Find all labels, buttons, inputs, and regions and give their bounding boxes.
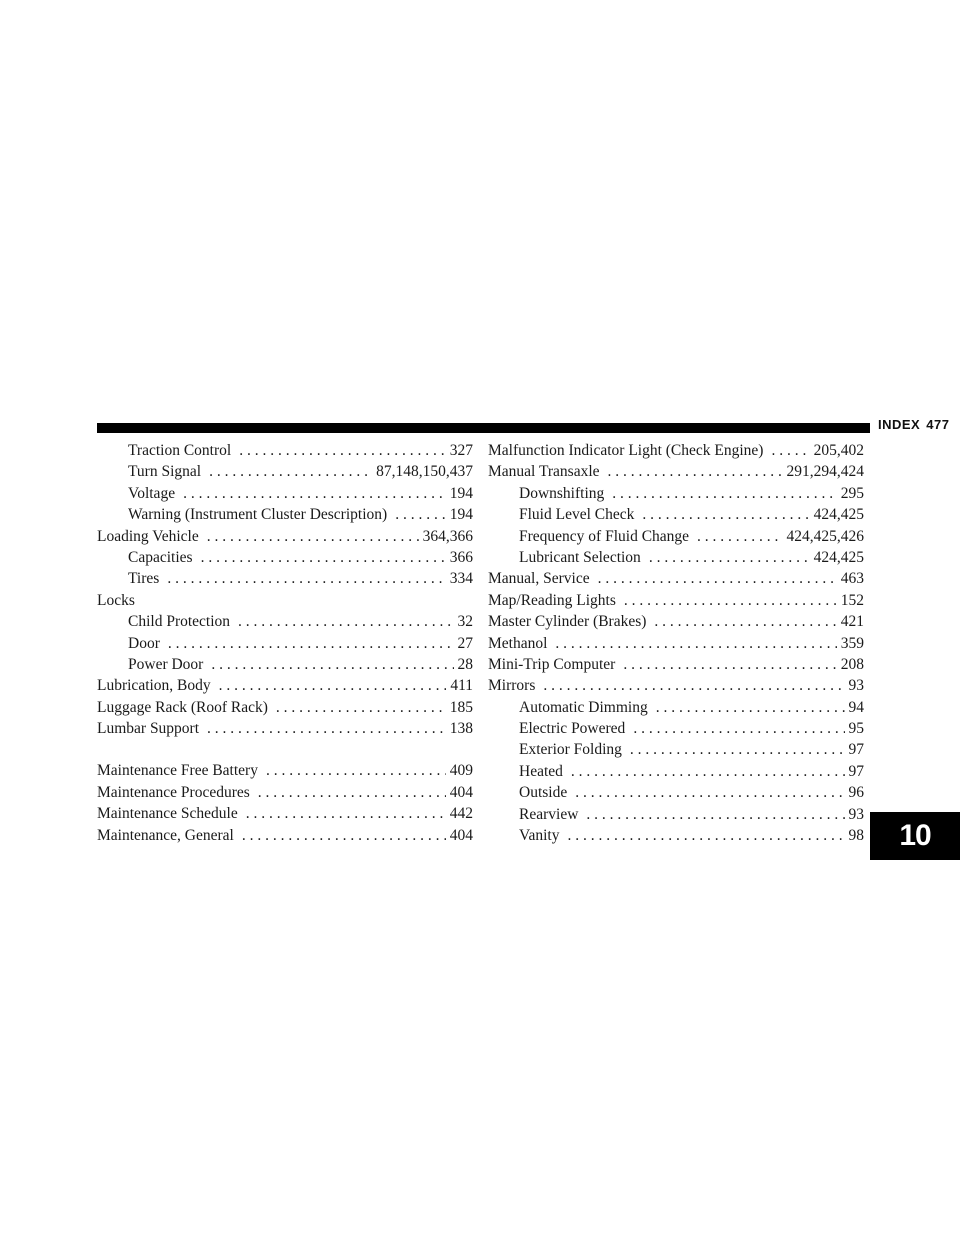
index-subentry bbox=[97, 633, 473, 654]
entry-pages: 98 bbox=[848, 827, 864, 845]
entry-pages: 185 bbox=[449, 698, 473, 716]
index-entry bbox=[97, 803, 473, 824]
entry-pages: 463 bbox=[840, 570, 864, 588]
index-subentry bbox=[488, 697, 864, 718]
dot-leader bbox=[623, 654, 836, 675]
entry-label: Maintenance Procedures bbox=[97, 783, 250, 801]
dot-leader bbox=[633, 718, 844, 739]
index-subentry bbox=[97, 461, 473, 482]
dot-leader bbox=[608, 461, 783, 482]
dot-leader bbox=[266, 760, 446, 781]
dot-leader bbox=[209, 461, 372, 482]
dot-leader bbox=[656, 697, 845, 718]
entry-label: Manual, Service bbox=[488, 570, 590, 588]
entry-pages: 205,402 bbox=[813, 442, 864, 459]
dot-leader bbox=[246, 803, 446, 824]
entry-pages: 364,366 bbox=[422, 527, 473, 545]
dot-leader bbox=[242, 825, 446, 846]
dot-leader bbox=[654, 611, 836, 632]
dot-leader bbox=[201, 547, 446, 568]
header-rule bbox=[97, 423, 870, 433]
index-subentry bbox=[488, 718, 864, 739]
entry-pages: 424,425,426 bbox=[786, 527, 864, 545]
entry-label: Loading Vehicle bbox=[97, 527, 199, 545]
index-subentry bbox=[488, 782, 864, 803]
entry-pages: 138 bbox=[449, 720, 473, 738]
entry-label: Exterior Folding bbox=[519, 741, 622, 759]
dot-leader bbox=[586, 804, 844, 825]
entry-label: Malfunction Indicator Light (Check Engine) bbox=[488, 442, 764, 459]
dot-leader bbox=[642, 504, 809, 525]
entry-label: Capacities bbox=[128, 548, 193, 566]
dot-leader bbox=[567, 825, 844, 846]
index-subentry bbox=[97, 611, 473, 632]
entry-pages: 359 bbox=[840, 634, 864, 652]
dot-leader bbox=[624, 590, 837, 611]
entry-label: Automatic Dimming bbox=[519, 698, 648, 716]
entry-label: Mini-Trip Computer bbox=[488, 655, 616, 673]
header-title: INDEX bbox=[878, 417, 921, 432]
dot-leader bbox=[395, 504, 446, 525]
page-number: 477 bbox=[926, 417, 950, 432]
entry-pages: 424,425 bbox=[813, 506, 864, 524]
index-subentry bbox=[488, 739, 864, 760]
entry-label: Mirrors bbox=[488, 677, 536, 695]
entry-pages: 93 bbox=[848, 677, 864, 695]
dot-leader bbox=[207, 718, 446, 739]
index-subentry bbox=[488, 504, 864, 525]
index-subentry bbox=[97, 547, 473, 568]
entry-pages: 409 bbox=[449, 762, 473, 780]
index-entry bbox=[97, 782, 473, 803]
index-subentry bbox=[488, 825, 864, 846]
index-entry bbox=[97, 526, 473, 547]
index-entry bbox=[97, 718, 473, 739]
entry-pages: 327 bbox=[449, 442, 473, 459]
index-subentry bbox=[97, 568, 473, 589]
entry-pages: 334 bbox=[449, 570, 473, 588]
entry-label: Manual Transaxle bbox=[488, 463, 600, 481]
index-subentry bbox=[488, 483, 864, 504]
entry-label: Turn Signal bbox=[128, 463, 202, 481]
dot-leader bbox=[168, 633, 454, 654]
entry-pages: 194 bbox=[449, 484, 473, 502]
dot-leader bbox=[630, 739, 845, 760]
entry-label: Warning (Instrument Cluster Description) bbox=[128, 506, 388, 524]
index-subentry bbox=[488, 804, 864, 825]
dot-leader bbox=[239, 440, 446, 461]
dot-leader bbox=[211, 654, 453, 675]
entry-label: Electric Powered bbox=[519, 720, 626, 738]
dot-leader bbox=[183, 483, 446, 504]
entry-pages: 32 bbox=[457, 613, 473, 631]
index-entry bbox=[488, 611, 864, 632]
entry-pages: 424,425 bbox=[813, 548, 864, 566]
dot-leader bbox=[598, 568, 837, 589]
entry-pages: 366 bbox=[449, 548, 473, 566]
entry-label: Frequency of Fluid Change bbox=[519, 527, 690, 545]
entry-label: Traction Control bbox=[128, 442, 232, 459]
entry-pages: 93 bbox=[848, 805, 864, 823]
index-entry bbox=[488, 461, 864, 482]
dot-leader bbox=[167, 568, 445, 589]
dot-leader bbox=[258, 782, 446, 803]
index-subentry bbox=[97, 483, 473, 504]
entry-pages: 421 bbox=[840, 613, 864, 631]
index-entry bbox=[97, 675, 473, 696]
index-entry bbox=[488, 633, 864, 654]
entry-pages: 208 bbox=[840, 655, 864, 673]
index-column-left bbox=[97, 440, 473, 846]
index-entry bbox=[97, 590, 473, 611]
entry-pages: 95 bbox=[848, 720, 864, 738]
entry-label: Methanol bbox=[488, 634, 548, 652]
index-subentry bbox=[488, 526, 864, 547]
dot-leader bbox=[543, 675, 844, 696]
entry-label: Voltage bbox=[128, 484, 176, 502]
entry-pages: 28 bbox=[457, 655, 473, 673]
entry-label: Maintenance Free Battery bbox=[97, 762, 258, 780]
index-subentry bbox=[97, 654, 473, 675]
dot-leader bbox=[219, 675, 447, 696]
entry-label: Lumbar Support bbox=[97, 720, 200, 738]
index-subentry bbox=[97, 440, 473, 461]
entry-pages: 97 bbox=[848, 762, 864, 780]
dot-leader bbox=[649, 547, 810, 568]
entry-label: Power Door bbox=[128, 655, 204, 673]
index-column-right bbox=[488, 440, 864, 846]
entry-pages: 404 bbox=[449, 783, 473, 801]
entry-pages: 404 bbox=[449, 826, 473, 844]
index-subentry bbox=[97, 504, 473, 525]
index-entry bbox=[97, 697, 473, 718]
entry-label: Vanity bbox=[519, 827, 560, 845]
entry-pages: 291,294,424 bbox=[786, 463, 864, 481]
dot-leader bbox=[276, 697, 446, 718]
entry-pages: 27 bbox=[457, 634, 473, 652]
entry-label: Luggage Rack (Roof Rack) bbox=[97, 698, 268, 716]
index-entry bbox=[488, 675, 864, 696]
entry-label: Downshifting bbox=[519, 484, 605, 502]
index-entry bbox=[488, 654, 864, 675]
entry-pages: 295 bbox=[840, 484, 864, 502]
entry-label: Map/Reading Lights bbox=[488, 591, 616, 609]
index-entry bbox=[488, 590, 864, 611]
index-entry bbox=[97, 760, 473, 781]
dot-leader bbox=[207, 526, 419, 547]
entry-label: Lubrication, Body bbox=[97, 677, 211, 695]
index-entry bbox=[97, 825, 473, 846]
dot-leader bbox=[612, 483, 837, 504]
index-entry bbox=[488, 568, 864, 589]
entry-label: Locks bbox=[97, 591, 135, 609]
section-gap bbox=[97, 739, 473, 760]
entry-label: Heated bbox=[519, 762, 563, 780]
entry-pages: 87,148,150,437 bbox=[376, 463, 473, 481]
entry-label: Maintenance, General bbox=[97, 826, 234, 844]
index-subentry bbox=[488, 547, 864, 568]
entry-label: Child Protection bbox=[128, 613, 231, 631]
entry-label: Rearview bbox=[519, 805, 579, 823]
dot-leader bbox=[555, 633, 836, 654]
dot-leader bbox=[697, 526, 782, 547]
entry-pages: 96 bbox=[848, 784, 864, 802]
entry-label: Lubricant Selection bbox=[519, 548, 641, 566]
entry-pages: 442 bbox=[449, 805, 473, 823]
dot-leader bbox=[771, 440, 809, 461]
chapter-tab: 10 bbox=[870, 812, 960, 860]
entry-label: Fluid Level Check bbox=[519, 506, 635, 524]
entry-label: Tires bbox=[128, 570, 160, 588]
entry-label: Door bbox=[128, 634, 160, 652]
index-subentry bbox=[488, 761, 864, 782]
dot-leader bbox=[238, 611, 453, 632]
entry-label: Maintenance Schedule bbox=[97, 805, 238, 823]
dot-leader bbox=[575, 782, 844, 803]
entry-label: Master Cylinder (Brakes) bbox=[488, 613, 647, 631]
entry-pages: 94 bbox=[848, 698, 864, 716]
dot-leader bbox=[571, 761, 845, 782]
entry-pages: 97 bbox=[848, 741, 864, 759]
running-header bbox=[878, 417, 949, 432]
entry-label: Outside bbox=[519, 784, 568, 802]
entry-pages: 194 bbox=[449, 506, 473, 524]
index-entry bbox=[488, 440, 864, 461]
entry-pages: 411 bbox=[450, 677, 473, 695]
entry-pages: 152 bbox=[840, 591, 864, 609]
